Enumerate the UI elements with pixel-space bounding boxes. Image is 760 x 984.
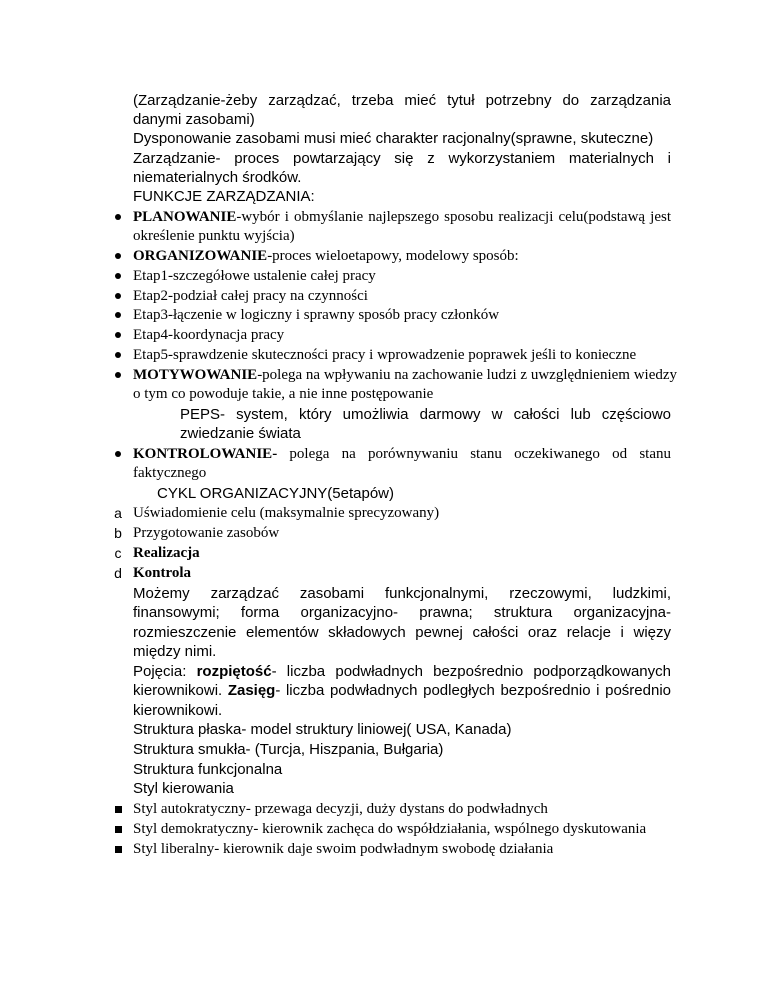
- term-organizowanie: ORGANIZOWANIE: [133, 248, 268, 264]
- list-item-kontrolowanie: [133, 445, 671, 464]
- style-item: Styl demokratyczny- kierownik zachęca do współdziałania, wspólnego dyskutowania: [133, 821, 647, 837]
- resources-line-4: między nimi.: [133, 643, 217, 660]
- style-item: Styl liberalny- kierownik daje swoim podwładnym swobodę działania: [133, 841, 554, 857]
- kontrolowanie-text: polega na porównywaniu stanu oczekiwanego od stanu: [277, 446, 671, 462]
- motywowanie-text: -polega na wpływaniu na zachowanie ludzi z uwzględnieniem wiedzy: [257, 367, 678, 383]
- list-item-motywowanie: [133, 366, 678, 385]
- list-marker: a: [114, 505, 122, 521]
- peps-line-2: zwiedzanie świata: [180, 425, 301, 442]
- cycle-item: Realizacja: [133, 545, 200, 561]
- intro-line-4: Zarządzanie- proces powtarzający się z wykorzystaniem materialnych i: [133, 150, 671, 167]
- kontrolowanie-line-2: faktycznego: [133, 465, 207, 481]
- list-marker: d: [114, 565, 122, 581]
- list-item-etap4: Etap4-koordynacja pracy: [133, 327, 285, 343]
- concepts-lead: Pojęcia:: [133, 663, 197, 680]
- rozpietosc-definition: - liczba podwładnych bezpośrednio podporządkowanych: [271, 663, 671, 680]
- bullet-icon: [110, 267, 126, 286]
- concepts-line-1: [133, 662, 671, 681]
- resources-line-2: finansowymi; forma organizacyjno- prawna; struktura organizacyjna-: [133, 604, 671, 621]
- bullet-icon: [110, 445, 126, 464]
- list-item-planowanie: [133, 208, 671, 227]
- concepts-text: kierownikowi.: [133, 682, 228, 699]
- bullet-icon: [110, 306, 126, 325]
- intro-line-2: danymi zasobami): [133, 111, 255, 128]
- intro-line-5: niematerialnych środków.: [133, 169, 302, 186]
- cycle-title: CYKL ORGANIZACYJNY(5etapów): [157, 485, 395, 502]
- motywowanie-line-2: o tym co powoduje takie, a nie inne postępowanie: [133, 386, 434, 402]
- list-marker: b: [114, 525, 122, 541]
- structure-item: Struktura smukła- (Turcja, Hiszpania, Bułgaria): [133, 741, 444, 758]
- list-item-etap3: Etap3-łączenie w logiczny i sprawny sposób pracy członków: [133, 307, 500, 323]
- cycle-item: Przygotowanie zasobów: [133, 525, 280, 541]
- planowanie-line-2: określenie punktu wyjścia): [133, 228, 295, 244]
- list-item-etap2: Etap2-podział całej pracy na czynności: [133, 288, 368, 304]
- square-bullet-icon: [110, 800, 126, 819]
- zasieg-definition: - liczba podwładnych podległych bezpośrednio i pośrednio: [275, 682, 671, 699]
- structure-item: Struktura funkcjonalna: [133, 761, 283, 778]
- term-rozpietosc: rozpiętość: [196, 663, 272, 680]
- section-heading-leadership-style: Styl kierowania: [133, 780, 234, 797]
- structure-item: Struktura płaska- model struktury liniowej( USA, Kanada): [133, 721, 512, 738]
- resources-line-3: rozmieszczenie elementów składowych pewnej całości oraz relacje i więzy: [133, 624, 671, 641]
- bullet-icon: [110, 346, 126, 365]
- bullet-icon: [110, 326, 126, 345]
- cycle-item: Kontrola: [133, 565, 192, 581]
- square-bullet-icon: [110, 840, 126, 859]
- planowanie-text: -wybór i obmyślanie najlepszego sposobu realizacji celu(podstawą jest: [236, 209, 671, 225]
- resources-line-1: Możemy zarządzać zasobami funkcjonalnymi, rzeczowymi, ludzkimi,: [133, 585, 671, 602]
- bullet-icon: [110, 247, 126, 266]
- list-marker: c: [114, 545, 122, 561]
- term-planowanie: PLANOWANIE: [133, 209, 237, 225]
- intro-line-3: Dysponowanie zasobami musi mieć charakter racjonalny(sprawne, skuteczne): [133, 130, 654, 147]
- term-zasieg: Zasięg: [227, 682, 276, 699]
- concepts-line-2: [133, 681, 671, 700]
- list-item-etap5: Etap5-sprawdzenie skuteczności pracy i wprowadzenie poprawek jeśli to konieczne: [133, 347, 637, 363]
- cycle-item: Uświadomienie celu (maksymalnie sprecyzowany): [133, 505, 440, 521]
- list-item-etap1: Etap1-szczegółowe ustalenie całej pracy: [133, 268, 376, 284]
- section-heading-functions: FUNKCJE ZARZĄDZANIA:: [133, 188, 315, 205]
- term-motywowanie: MOTYWOWANIE: [133, 367, 258, 383]
- peps-line-1: PEPS- system, który umożliwia darmowy w całości lub częściowo: [180, 406, 671, 423]
- term-kontrolowanie: KONTROLOWANIE-: [133, 446, 278, 462]
- concepts-line-3: kierownikowi.: [133, 702, 223, 719]
- bullet-icon: [110, 287, 126, 306]
- list-item-organizowanie: [133, 247, 671, 266]
- bullet-icon: [110, 366, 126, 385]
- bullet-icon: [110, 208, 126, 227]
- square-bullet-icon: [110, 820, 126, 839]
- organizowanie-text: -proces wieloetapowy, modelowy sposób:: [267, 248, 519, 264]
- style-item: Styl autokratyczny- przewaga decyzji, duży dystans do podwładnych: [133, 801, 548, 817]
- intro-line-1: (Zarządzanie-żeby zarządzać, trzeba mieć tytuł potrzebny do zarządzania: [133, 92, 671, 109]
